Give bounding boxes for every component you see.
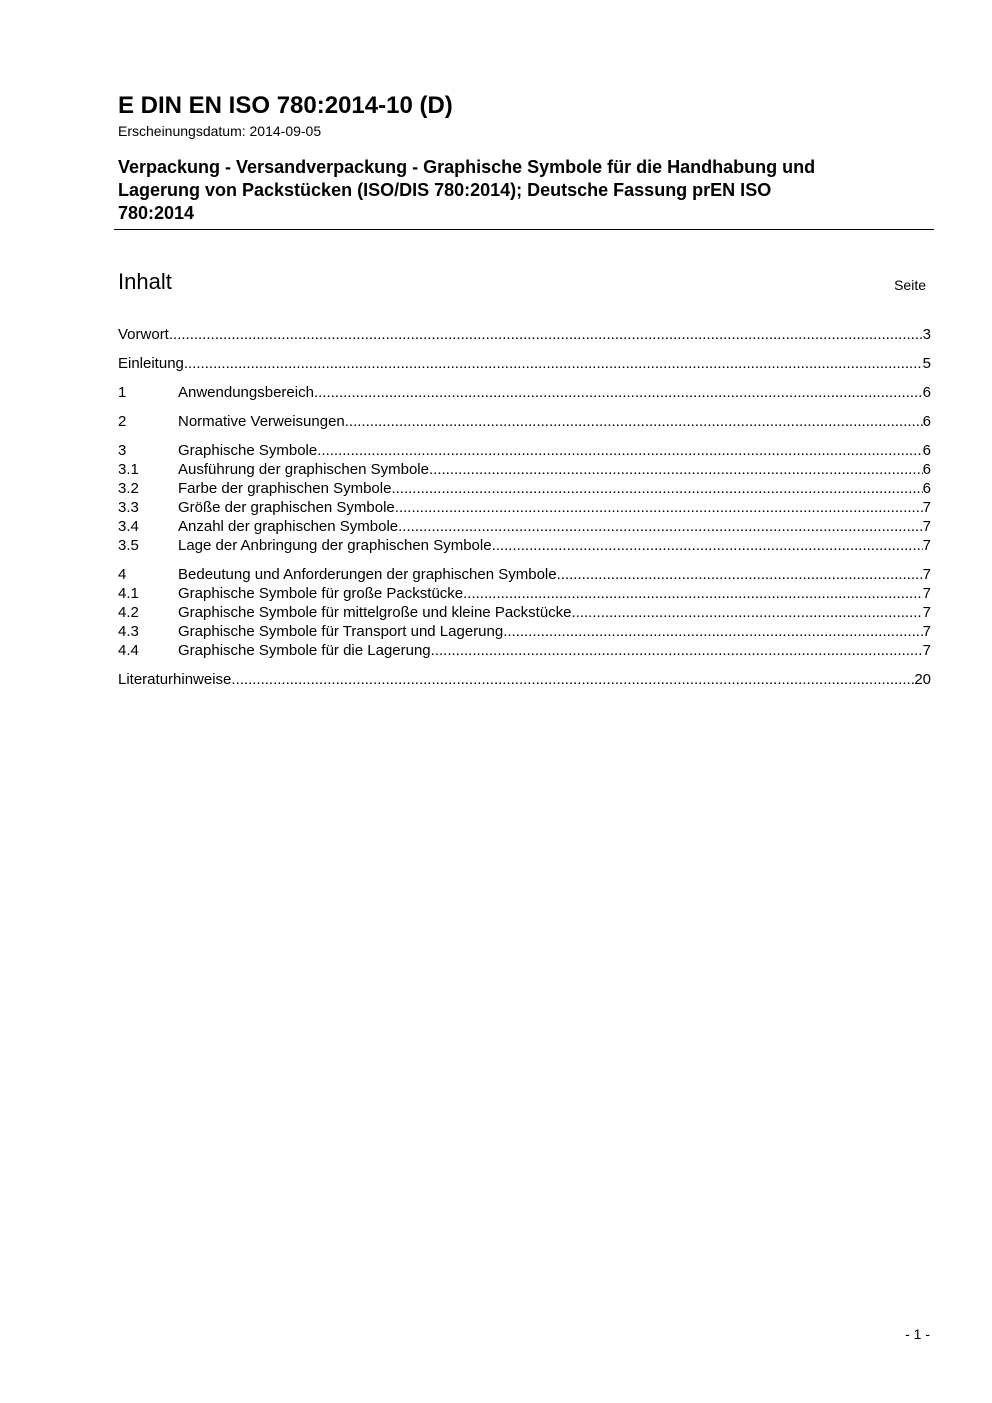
toc-entry-label: Graphische Symbole für Transport und Lagerung	[178, 623, 504, 640]
toc-entry-page: 7	[922, 566, 931, 583]
toc-entry-label: Graphische Symbole für große Packstücke	[178, 585, 464, 602]
toc-entry-label: Vorwort	[118, 326, 169, 343]
toc-entry-3-4[interactable]	[118, 517, 931, 536]
toc-leader-dots	[391, 479, 922, 498]
toc-entry-page: 6	[922, 413, 931, 430]
toc-entry-4-4[interactable]	[118, 641, 931, 660]
toc-entry-label: Bedeutung und Anforderungen der graphischen Symbole	[178, 566, 557, 583]
toc-entry-3-2[interactable]	[118, 479, 931, 498]
toc-entry-label: Größe der graphischen Symbole	[178, 499, 395, 516]
toc-entry-label: Ausführung der graphischen Symbole	[178, 461, 429, 478]
toc-entry-4-3[interactable]	[118, 622, 931, 641]
toc-entry-3-1[interactable]	[118, 460, 931, 479]
toc-entry-label: Einleitung	[118, 355, 184, 372]
toc-entry-literaturhinweise[interactable]	[118, 670, 931, 689]
toc-entry-1[interactable]	[118, 383, 931, 402]
toc-entry-label: Anzahl der graphischen Symbole	[178, 518, 399, 535]
toc-entry-number: 4.2	[118, 604, 139, 621]
table-of-contents	[118, 325, 931, 689]
toc-leader-dots	[231, 670, 914, 689]
toc-entry-label: Graphische Symbole für mittelgroße und kleine Packstücke	[178, 604, 572, 621]
toc-entry-label: Farbe der graphischen Symbole	[178, 480, 392, 497]
document-id: E DIN EN ISO 780:2014-10 (D)	[118, 92, 453, 119]
toc-leader-dots	[429, 460, 923, 479]
toc-entry-page: 6	[922, 384, 931, 401]
toc-entry-page: 7	[922, 537, 931, 554]
toc-entry-number: 3.1	[118, 461, 139, 478]
toc-entry-page: 6	[922, 442, 931, 459]
toc-leader-dots	[492, 536, 923, 555]
toc-entry-4-2[interactable]	[118, 603, 931, 622]
toc-leader-dots	[184, 354, 923, 373]
toc-entry-page: 7	[922, 499, 931, 516]
toc-page-column-label: Seite	[894, 277, 926, 293]
publication-date: Erscheinungsdatum: 2014-09-05	[118, 123, 322, 139]
toc-entry-3-3[interactable]	[118, 498, 931, 517]
toc-heading: Inhalt	[118, 269, 172, 294]
title-divider	[114, 229, 934, 230]
toc-leader-dots	[557, 565, 923, 584]
toc-leader-dots	[345, 412, 923, 431]
document-title-line-3: 780:2014	[118, 203, 195, 223]
toc-entry-page: 7	[922, 623, 931, 640]
toc-heading-row	[118, 268, 926, 298]
toc-entry-label: Anwendungsbereich	[178, 384, 314, 401]
toc-entry-page: 3	[922, 326, 931, 343]
toc-leader-dots	[317, 441, 922, 460]
document-title-line-2: Lagerung von Packstücken (ISO/DIS 780:2014); Deutsche Fassung prEN ISO	[118, 180, 772, 200]
toc-entry-label: Normative Verweisungen	[178, 413, 345, 430]
toc-entry-page: 20	[914, 671, 931, 688]
toc-entry-label: Graphische Symbole für die Lagerung	[178, 642, 431, 659]
toc-entry-page: 7	[922, 604, 931, 621]
document-header	[118, 92, 934, 228]
toc-entry-number: 4.3	[118, 623, 139, 640]
toc-entry-number: 3.2	[118, 480, 139, 497]
toc-entry-vorwort[interactable]	[118, 325, 931, 344]
toc-entry-4-1[interactable]	[118, 584, 931, 603]
toc-entry-label: Lage der Anbringung der graphischen Symbole	[178, 537, 492, 554]
toc-entry-number: 3	[118, 442, 127, 459]
toc-entry-page: 5	[922, 355, 931, 372]
toc-leader-dots	[572, 603, 923, 622]
toc-leader-dots	[431, 641, 923, 660]
toc-entry-number: 4	[118, 566, 127, 583]
toc-entry-3-5[interactable]	[118, 536, 931, 555]
toc-leader-dots	[314, 383, 923, 402]
toc-entry-label: Graphische Symbole	[178, 442, 318, 459]
page-number: - 1 -	[905, 1326, 930, 1342]
toc-leader-dots	[463, 584, 923, 603]
toc-entry-number: 2	[118, 413, 127, 430]
toc-entry-page: 6	[922, 461, 931, 478]
toc-leader-dots	[169, 325, 923, 344]
toc-entry-number: 1	[118, 384, 127, 401]
toc-entry-label: Literaturhinweise	[118, 671, 232, 688]
toc-entry-3[interactable]	[118, 441, 931, 460]
toc-entry-number: 4.1	[118, 585, 139, 602]
toc-entry-number: 3.5	[118, 537, 139, 554]
toc-entry-page: 7	[922, 585, 931, 602]
document-title-line-1: Verpackung - Versandverpackung - Graphische Symbole für die Handhabung und	[118, 157, 816, 177]
toc-entry-page: 6	[922, 480, 931, 497]
toc-entry-einleitung[interactable]	[118, 354, 931, 373]
toc-entry-number: 3.3	[118, 499, 139, 516]
toc-entry-number: 4.4	[118, 642, 139, 659]
toc-entry-page: 7	[922, 518, 931, 535]
toc-entry-4[interactable]	[118, 565, 931, 584]
toc-entry-number: 3.4	[118, 518, 139, 535]
toc-entry-page: 7	[922, 642, 931, 659]
toc-entry-2[interactable]	[118, 412, 931, 431]
toc-leader-dots	[398, 517, 923, 536]
document-title	[118, 156, 934, 228]
toc-leader-dots	[503, 622, 922, 641]
toc-leader-dots	[395, 498, 923, 517]
